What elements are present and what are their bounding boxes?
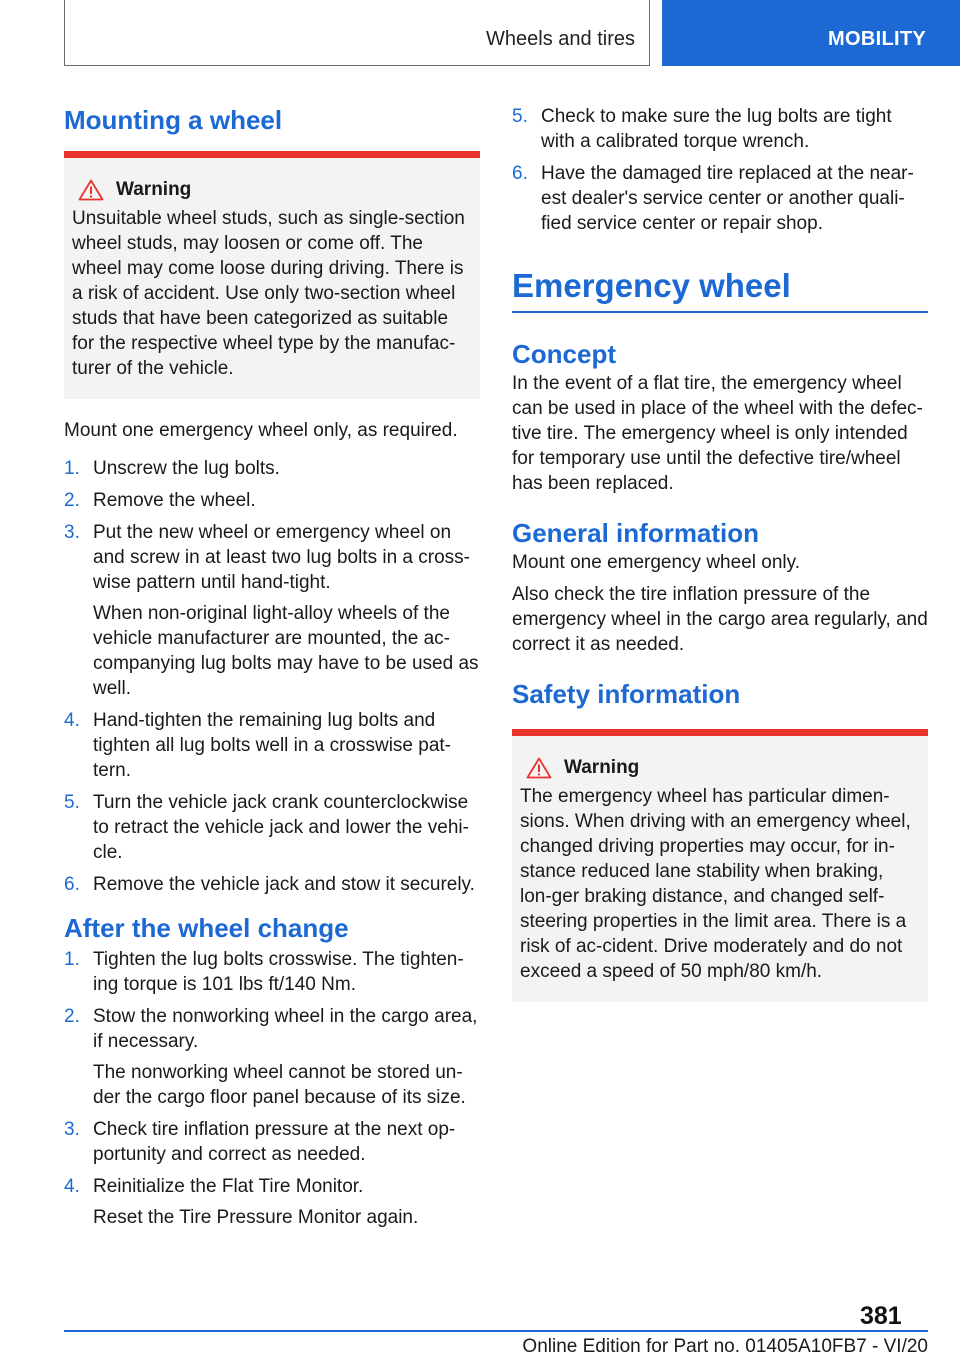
list-item: 1. Tighten the lug bolts crosswise. The tighten-ing torque is 101 lbs ft/140 Nm.	[64, 949, 464, 995]
list-item: 6. Remove the vehicle jack and stow it securely.	[64, 874, 475, 895]
continued-steps-list	[512, 104, 928, 236]
list-item: 5. Turn the vehicle jack crank counterclockwise to retract the vehicle jack and lower the vehi-cle.	[64, 792, 469, 863]
warning-body: The emergency wheel has particular dimen-sions. When driving with an emergency wheel, changed driving properties may occur, for in-stance reduced lane stability when braking, lon-ger braking distance, and changed self-steering properties in the limit area. There is a risk of ac-cident. Drive moderately and do not exceed a speed of 50 mph/80 km/h.	[520, 785, 911, 982]
warning-title: Warning	[116, 179, 192, 200]
concept-heading: Concept	[512, 338, 616, 369]
mount-intro-text: Mount one emergency wheel only, as required.	[64, 420, 458, 441]
mounting-steps-list	[64, 456, 480, 897]
right-column	[512, 100, 928, 1002]
list-item: 5. Check to make sure the lug bolts are tight with a calibrated torque wrench.	[512, 106, 892, 152]
list-item: 3. Put the new wheel or emergency wheel on and screw in at least two lug bolts in a cross-wise pattern until hand-tight. When non-original light-alloy wheels of the vehicle manufacturer are mounted, the ac-companying lug bolts may have to be used as well.	[64, 522, 479, 699]
general-info-text-1: Mount one emergency wheel only.	[512, 551, 800, 573]
after-wheel-change-heading: After the wheel change	[64, 913, 349, 943]
warning-box-wheel-studs	[64, 151, 480, 399]
after-change-steps-list	[64, 947, 480, 1230]
footer-rule	[64, 1330, 928, 1332]
warning-box-emergency-wheel	[512, 729, 928, 1002]
left-column	[64, 100, 480, 1237]
list-item: 2. Remove the wheel.	[64, 490, 256, 511]
general-information-heading: General information	[512, 517, 760, 548]
warning-triangle-icon	[78, 179, 104, 201]
list-item: 3. Check tire inflation pressure at the next op-portunity and correct as needed.	[64, 1119, 456, 1165]
general-info-text-2: Also check the tire inflation pressure of the emergency wheel in the cargo area regularly, and correct it as needed.	[512, 583, 928, 655]
list-item: 1. Unscrew the lug bolts.	[64, 458, 280, 479]
list-item: 6. Have the damaged tire replaced at the near-est dealer's service center or another quali-fied service center or repair shop.	[512, 163, 914, 234]
emergency-wheel-heading: Emergency wheel	[512, 267, 791, 304]
page-number: 381	[860, 1302, 902, 1330]
header-section-box	[64, 0, 650, 66]
concept-body: In the event of a flat tire, the emergency wheel can be used in place of the wheel with the defec-tive tire. The emergency wheel is only intended for temporary use until the defective tire/wheel has been replaced.	[512, 372, 923, 494]
heading-rule	[512, 311, 928, 313]
list-item: 4. Reinitialize the Flat Tire Monitor. Reset the Tire Pressure Monitor again.	[64, 1176, 419, 1228]
warning-body: Unsuitable wheel studs, such as single-section wheel studs, may loosen or come off. The wheel may come loose during driving. There is a risk of accident. Use only two-section wheel studs that have been categorized as suitable for the respective wheel type by the manufac-turer of the vehicle.	[72, 208, 465, 379]
warning-title: Warning	[564, 756, 640, 778]
header-section-title: Wheels and tires	[486, 28, 635, 50]
mounting-wheel-heading: Mounting a wheel	[64, 105, 283, 135]
warning-triangle-icon	[526, 757, 552, 779]
list-item: 4. Hand-tighten the remaining lug bolts and tighten all lug bolts well in a crosswise pat-tern.	[64, 710, 452, 781]
header-chapter-label: MOBILITY	[828, 28, 926, 50]
header-chapter-tab[interactable]	[662, 0, 960, 66]
footer-edition-text: Online Edition for Part no. 01405A10FB7 - VI/20	[522, 1336, 928, 1357]
safety-information-heading: Safety information	[512, 678, 741, 709]
list-item: 2. Stow the nonworking wheel in the cargo area, if necessary. The nonworking wheel cannot be stored un-der the cargo floor panel because of its size.	[64, 1006, 478, 1108]
